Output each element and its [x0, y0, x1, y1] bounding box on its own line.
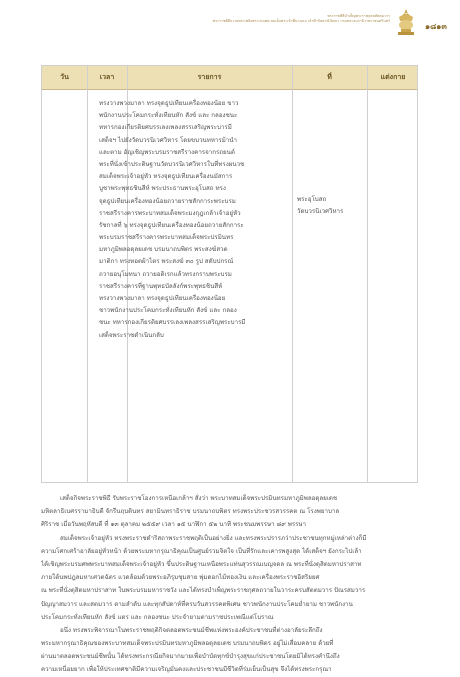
paragraph-line: ผ่านมาตลอดพระชนม์ชีพนั้น ได้ทรงพระกรณียกิจมากมายเพื่อบำบัดทุกข์บำรุงสุขแก่ประชาชนโดยมิได้ทรงคำนึงถึง — [41, 653, 340, 661]
program-cell — [99, 98, 287, 342]
column-divider — [87, 66, 88, 482]
program-line: พระบรมราชสรีรางคารพระบาทสมเด็จพระปรมินทร — [99, 234, 234, 242]
page-number: ๑๘๑๓ — [425, 22, 447, 31]
header-time: เวลา — [99, 73, 115, 81]
running-header-line: พระราชพิธีถวายพระเพลิงพระบรมศพ สมเด็จพระเจ้าพี่นางเธอ เจ้าฟ้ากัลยาณิวัฒนา กรมหลวงนราธิวาสราชนครินทร์ — [212, 19, 390, 23]
program-line: มาติกา ทรงทอดผ้าไตร พระสงฆ์ ๓๐ รูป สดับปกรณ์ — [99, 258, 234, 266]
header-program: รายการ — [197, 73, 222, 81]
place-line: พระอุโบสถ — [297, 196, 327, 203]
program-line: ทหารกองเกียรติยศบรรเลงเพลงสรรเสริญพระบารมี — [99, 124, 232, 132]
program-line: ชาวพนักงานประโคมกระทั่งเทียนหัก สังข์ และ กลอง — [99, 307, 237, 315]
program-line: รัชกาลที่ ๖ ทรงจุดธูปเทียนเครื่องทองน้อยถวายสักการะ — [99, 221, 244, 229]
program-line: พระที่นั่งเข้าประดิษฐานวัดบวรนิเวศวิหารในที่ทรงผนวช — [99, 160, 245, 168]
paragraph-line: ความเหนื่อยยาก เพื่อให้ประเทศชาติมีความเจริญมั่นคงและประชาชนมีชีวิตที่ร่มเย็นเป็นสุข จึงได้ทรงพระกรุณา — [41, 666, 332, 674]
paragraph-line: เสด็จกิจพระราชพิธี รับพระราชโองการเหนือเกล้าฯ สั่งว่า พระบาทสมเด็จพระปรมินทรมหาภูมิพลอดุลยเดช — [60, 495, 338, 502]
paragraph-line: ได้เชิญพระบรมศพพระบาทสมเด็จพระเจ้าอยู่หัว ขึ้นประดิษฐานเหนือพระแท่นสุวรรณเบญจดล ณ พระที่นั่งดุสิตมหาปราสาท — [41, 560, 362, 568]
place-cell — [297, 194, 365, 218]
paragraph-line: ศิริราช เมื่อวันพฤหัสบดี ที่ ๑๓ ตุลาคม ๒๕๕๙ เวลา ๑๕ นาฬิกา ๕๒ นาที พระชนมพรรษา ๘๙ พรรษา — [41, 521, 307, 529]
program-line: ถวายอนุโมทนา ถวายอดิเรกแล้วทรงกราบพระบรม — [99, 270, 232, 278]
place-line: วัดบวรนิเวศวิหาร — [297, 208, 344, 216]
header-day: วัน — [60, 73, 69, 81]
paragraph-line: ประโคมกระทั่งเทียนหัก สังข์ แตร และ กลองชนะ ประจำยามตามราชประเพณีแต่โบราณ — [41, 613, 274, 621]
running-header — [213, 14, 390, 24]
header-attire: แต่งกาย — [380, 73, 406, 81]
program-line: จุดธูปเทียนเครื่องทองน้อยถวายราชสักการะพระบรม — [99, 197, 236, 205]
program-line: สมเด็จพระเจ้าอยู่หัว ทรงจุดธูปเทียนเครื่องนมัสการ — [99, 173, 233, 181]
paragraph-line: ภายใต้นพปฎลมหาเศวตฉัตร แวดล้อมด้วยพระอภิรุมชุมสาย พุ่มดอกไม้ทองเงิน และเครื่องพระราชอิสริยยศ — [41, 574, 320, 582]
program-line: เสด็จพระราชดำเนินกลับ — [99, 331, 164, 339]
program-line: และตาม อัญเชิญพระบรมราชสรีรางคารจากรถยนต์ — [99, 148, 235, 156]
program-line: เสด็จฯ ไปยังวัดบวรนิเวศวิหาร โดยขบวนทหารม้านำ — [99, 136, 237, 144]
table-header-row — [42, 66, 417, 90]
column-divider — [367, 66, 368, 482]
running-header-line: พระราชพิธีบำเพ็ญพระราชกุศลสัตตมวาร — [327, 14, 390, 18]
page-header — [0, 0, 460, 40]
program-line: ราชสรีรางคารพระบาทสมเด็จพระมงกุฎเกล้าเจ้าอยู่หัว — [99, 209, 241, 217]
program-line: พนักงานประโคมกระทั่งเทียนหัก สังข์ และ กลองชนะ — [99, 112, 238, 120]
program-line: บูชาพระพุทธชินสีห์ พระประธานพระอุโบสถ ทรง — [99, 185, 226, 193]
program-line: ทรงวางพวงมาลา ทรงจุดธูปเทียนเครื่องทองน้อย ขาว — [99, 100, 239, 107]
paragraph-line: ปัญญาสมวาร และสตมวาร ตามลำดับ และทุกสัปดาห์ที่ครบวันสวรรคตพิเศษ ชาวพนักงานประโคมย่ำยาม ชาวพนักงาน — [41, 600, 353, 608]
column-divider — [292, 66, 293, 482]
paragraph-line: ความโศกเศร้าอาลัยอยู่ทั่วหน้า ด้วยพระมหากรุณาธิคุณเป็นศูนย์รวมจิตใจ เป็นที่รักและเคารพสูงสุด ได้เสด็จฯ ยังกระไปเล้า — [41, 547, 362, 555]
program-line: มหาภูมิพลอดุลยเดช บรมนาถบพิตร พระสงฆ์สวด — [99, 246, 228, 254]
paragraph-line: ณ พระที่นั่งดุสิตมหาปราสาท ในพระบรมมหาราชวัง และได้ทรงบำเพ็ญพระราชกุศลถวายในวาระครบสัตตมวาร ปัณรสมวาร — [41, 587, 366, 595]
header-place: ที่ — [327, 73, 332, 81]
body-paragraphs — [41, 492, 418, 677]
paragraph-line: อนึ่ง ทรงพระพิจารณาในพระราชพฤติกิจตลอดพระชนม์ชีพแห่งพระองค์ประชาชนที่ต่างอาลัยระลึกถึง — [60, 626, 323, 634]
paragraph-line: มหิตลาธิเบศรรามาธิบดี จักรีนฤบดินทร สยามินทราธิราช บรมนาถบพิตร ทรงพระประชวรสวรรคต ณ โรงพยาบาล — [41, 508, 340, 516]
program-line: ราชสรีรางคารที่ฐานพุทธบัลลังก์พระพุทธชินสีห์ — [99, 282, 223, 290]
program-line: ทรงวางพวงมาลา ทรงจุดธูปเทียนเครื่องทองน้อย — [99, 295, 226, 302]
royal-emblem-icon — [394, 8, 418, 36]
paragraph-line: สมเด็จพระเจ้าอยู่หัว ทรงพระราชดำริสถาพระราชพฤติเป็นอย่างยิ่ง และทรงพระปรารภว่าประชาชนทุกหมู่เหล่าต่างก็มี — [60, 534, 367, 542]
paragraph-line: พระมหากรุณาธิคุณของพระบาทสมเด็จพระปรมินทรมหาภูมิพลอดุลยเดช บรมนาถบพิตร อยู่ไม่เสื่อมคลาย ด้วยที่ — [41, 640, 334, 648]
schedule-table — [41, 65, 418, 483]
program-line: ชนะ ทหารกองเกียรติยศบรรเลงเพลงสรรเสริญพระบารมี — [99, 319, 246, 327]
